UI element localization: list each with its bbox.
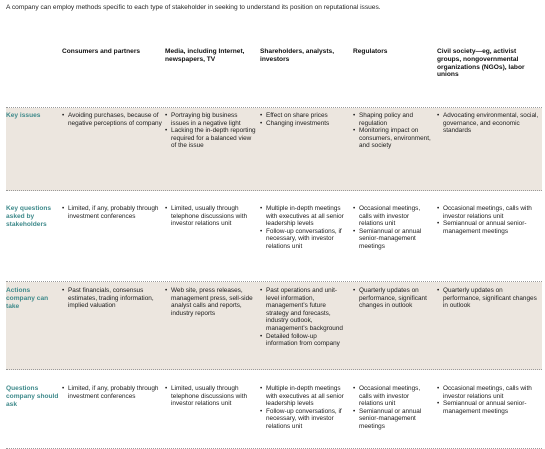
header-civil-society: Civil society—eg, activist groups, nongovernmental organizations (NGOs), labor unions (437, 48, 525, 79)
header-cell-empty (6, 48, 62, 107)
cell-shareholders (260, 287, 353, 369)
bullet-item: • Semiannual or annual senior-management meetings (437, 220, 542, 235)
cell-media (165, 385, 260, 448)
bullet-item: • Limited, if any, probably through investment conferences (62, 385, 162, 400)
table-row (6, 370, 542, 449)
bullet-item: • Limited, usually through telephone discussions with investor relations unit (165, 205, 257, 228)
bullet-item: • Quarterly updates on performance, significant changes in outlook (437, 287, 542, 310)
cell-civil-society (437, 287, 542, 369)
cell-consumers (62, 112, 165, 190)
bullet-item: • Multiple in-depth meetings with executives at all senior leadership levels (260, 205, 350, 228)
bullet-list (165, 205, 257, 228)
bullet-list (437, 205, 542, 235)
bullet-item: • Past financials, consensus estimates, trading information, implied valuation (62, 287, 162, 310)
cell-media (165, 287, 260, 369)
bullet-list (260, 287, 350, 348)
cell-regulators (353, 385, 437, 448)
cell-regulators (353, 112, 437, 190)
bullet-list (437, 287, 542, 310)
bullet-list (62, 205, 162, 220)
cell-civil-society (437, 385, 542, 448)
cell-civil-society (437, 205, 542, 281)
header-consumers: Consumers and partners (62, 48, 141, 55)
bullet-list (437, 112, 542, 135)
cell-regulators (353, 205, 437, 281)
bullet-item: • Lacking the in-depth reporting required for a balanced view of the issue (165, 127, 257, 150)
bullet-list (165, 112, 257, 150)
bullet-item: • Past operations and unit-level information, management’s future strategy and forecasts, industry outlook, management’s background (260, 287, 350, 333)
bullet-list (353, 385, 434, 431)
cell-regulators (353, 287, 437, 369)
bullet-item: • Occasional meetings, calls with investor relations unit (437, 205, 542, 220)
bullet-list (260, 112, 350, 127)
cell-consumers (62, 205, 165, 281)
row-label: Key questions asked by stakeholders (6, 205, 52, 228)
cell-consumers (62, 287, 165, 369)
bullet-item: • Avoiding purchases, because of negative perceptions of company (62, 112, 162, 127)
cell-civil-society (437, 112, 542, 190)
bullet-item: • Detailed follow-up information from company (260, 333, 350, 348)
bullet-list (62, 385, 162, 400)
cell-shareholders (260, 205, 353, 281)
bullet-item: • Follow-up conversations, if necessary, with investor relations unit (260, 228, 350, 251)
bullet-item: • Semiannual or annual senior-management meetings (353, 408, 434, 431)
header-regulators: Regulators (353, 48, 388, 55)
bullet-item: • Occasional meetings, calls with investor relations unit (437, 385, 542, 400)
bullet-list (353, 287, 434, 310)
cell-media (165, 205, 260, 281)
bullet-list (165, 385, 257, 408)
bullet-item: • Portraying big business issues in a negative light (165, 112, 257, 127)
table-row (6, 191, 542, 282)
bullet-item: • Multiple in-depth meetings with executives at all senior leadership levels (260, 385, 350, 408)
cell-consumers (62, 385, 165, 448)
bullet-list (260, 205, 350, 251)
bullet-list (62, 287, 162, 310)
bullet-item: • Occasional meetings, calls with investor relations unit (353, 205, 434, 228)
bullet-item: • Follow-up conversations, if necessary, with investor relations unit (260, 408, 350, 431)
row-label: Questions company should ask (6, 385, 59, 408)
bullet-item: • Monitoring impact on consumers, environment, and society (353, 127, 434, 150)
bullet-item: • Semiannual or annual senior-management meetings (353, 228, 434, 251)
bullet-list (437, 385, 542, 415)
bullet-item: • Web site, press releases, management press, sell-side analyst calls and reports, industry reports (165, 287, 257, 317)
table-header-row (6, 36, 542, 108)
stakeholder-table (6, 36, 542, 449)
bullet-item: • Semiannual or annual senior-management meetings (437, 400, 542, 415)
header-media: Media, including Internet, newspapers, TV (165, 48, 245, 63)
row-label: Actions company can take (6, 287, 49, 310)
cell-media (165, 112, 260, 190)
bullet-item: • Effect on share prices (260, 112, 350, 120)
table-row (6, 108, 542, 191)
row-label: Key issues (6, 112, 41, 119)
header-shareholders: Shareholders, analysts, investors (260, 48, 335, 63)
bullet-item: • Occasional meetings, calls with investor relations unit (353, 385, 434, 408)
bullet-item: • Quarterly updates on performance, significant changes in outlook (353, 287, 434, 310)
table-caption: A company can employ methods specific to each type of stakeholder in seeking to understand its position on reputational issues. (6, 4, 381, 11)
table-row (6, 282, 542, 370)
bullet-list (260, 385, 350, 431)
bullet-list (62, 112, 162, 127)
bullet-item: • Advocating environmental, social, governance, and economic standards (437, 112, 542, 135)
cell-shareholders (260, 385, 353, 448)
bullet-item: • Limited, usually through telephone discussions with investor relations unit (165, 385, 257, 408)
bullet-list (165, 287, 257, 317)
cell-shareholders (260, 112, 353, 190)
bullet-list (353, 205, 434, 251)
bullet-item: • Shaping policy and regulation (353, 112, 434, 127)
bullet-list (353, 112, 434, 150)
bullet-item: • Limited, if any, probably through investment conferences (62, 205, 162, 220)
bullet-item: • Changing investments (260, 120, 350, 128)
